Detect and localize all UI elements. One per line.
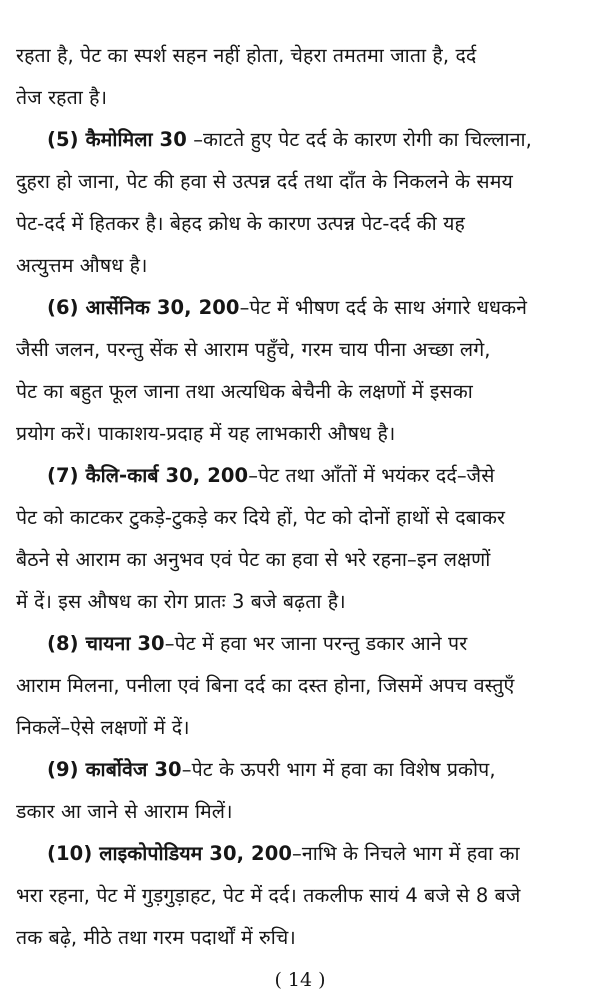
line-text: दुहरा हो जाना, पेट की हवा से उत्पन्न दर्द तथा दाँत के निकलने के समय [16,170,513,193]
line-text: में दें। इस औषध का रोग प्रातः 3 बजे बढ़ता है। [16,590,346,613]
line-text: निकलें–ऐसे लक्षणों में दें। [16,716,190,739]
line-text: –पेट के ऊपरी भाग में हवा का विशेष प्रकोप, [181,758,496,781]
remedy-heading-line [16,623,586,665]
line-text: पेट-दर्द में हितकर है। बेहद क्रोध के कारण उत्पन्न पेट-दर्द की यह [16,212,465,235]
text-line [16,497,586,539]
remedy-name: (5) कैमोमिला 30 [47,128,187,151]
text-line [16,413,586,455]
line-text: तेज रहता है। [16,86,108,109]
line-text: –पेट तथा आँतों में भयंकर दर्द–जैसे [248,464,495,487]
text-line [16,791,586,833]
text-line [16,539,586,581]
text-line [16,917,586,959]
remedy-heading-line [16,455,586,497]
remedy-name: (8) चायना 30 [47,632,165,655]
text-line [16,245,586,287]
line-text: पेट का बहुत फूल जाना तथा अत्यधिक बेचैनी के लक्षणों में इसका [16,380,473,403]
line-text: –पेट में हवा भर जाना परन्तु डकार आने पर [164,632,468,655]
line-text: जैसी जलन, परन्तु सेंक से आराम पहुँचे, गरम चाय पीना अच्छा लगे, [16,338,491,361]
line-text: आराम मिलना, पनीला एवं बिना दर्द का दस्त होना, जिसमें अपच वस्तुएँ [16,674,515,697]
remedy-heading-line [16,119,586,161]
text-line [16,203,586,245]
line-text: भरा रहना, पेट में गुड़गुड़ाहट, पेट में दर्द। तकलीफ सायं 4 बजे से 8 बजे [16,884,521,907]
line-text: बैठने से आराम का अनुभव एवं पेट का हवा से भरे रहना–इन लक्षणों [16,548,491,571]
page-number: ( 14 ) [274,969,326,991]
line-text: तक बढ़े, मीठे तथा गरम पदार्थों में रुचि। [16,926,296,949]
text-line [16,329,586,371]
line-text: रहता है, पेट का स्पर्श सहन नहीं होता, चेहरा तमतमा जाता है, दर्द [16,44,477,67]
remedy-name: (7) कैलि-कार्ब 30, 200 [47,464,249,487]
remedy-heading-line [16,833,586,875]
remedy-name: (10) लाइकोपोडियम 30, 200 [47,842,293,865]
line-text: –पेट में भीषण दर्द के साथ अंगारे धधकने [239,296,528,319]
text-line [16,371,586,413]
remedy-heading-line [16,749,586,791]
remedy-name: (6) आर्सेनिक 30, 200 [47,296,240,319]
text-line [16,35,586,77]
line-text: –काटते हुए पेट दर्द के कारण रोगी का चिल्लाना, [186,128,532,151]
line-text: डकार आ जाने से आराम मिलें। [16,800,233,823]
line-text: अत्युत्तम औषध है। [16,254,148,277]
text-line [16,665,586,707]
line-text: पेट को काटकर टुकड़े-टुकड़े कर दिये हों, पेट को दोनों हाथों से दबाकर [16,506,506,529]
line-text: –नाभि के निचले भाग में हवा का [292,842,520,865]
text-line [16,581,586,623]
text-line [16,707,586,749]
text-line [16,875,586,917]
remedy-name: (9) कार्बोवेज 30 [47,758,182,781]
line-text: प्रयोग करें। पाकाशय-प्रदाह में यह लाभकारी औषध है। [16,422,396,445]
text-line [16,161,586,203]
text-line [16,77,586,119]
remedy-heading-line [16,287,586,329]
